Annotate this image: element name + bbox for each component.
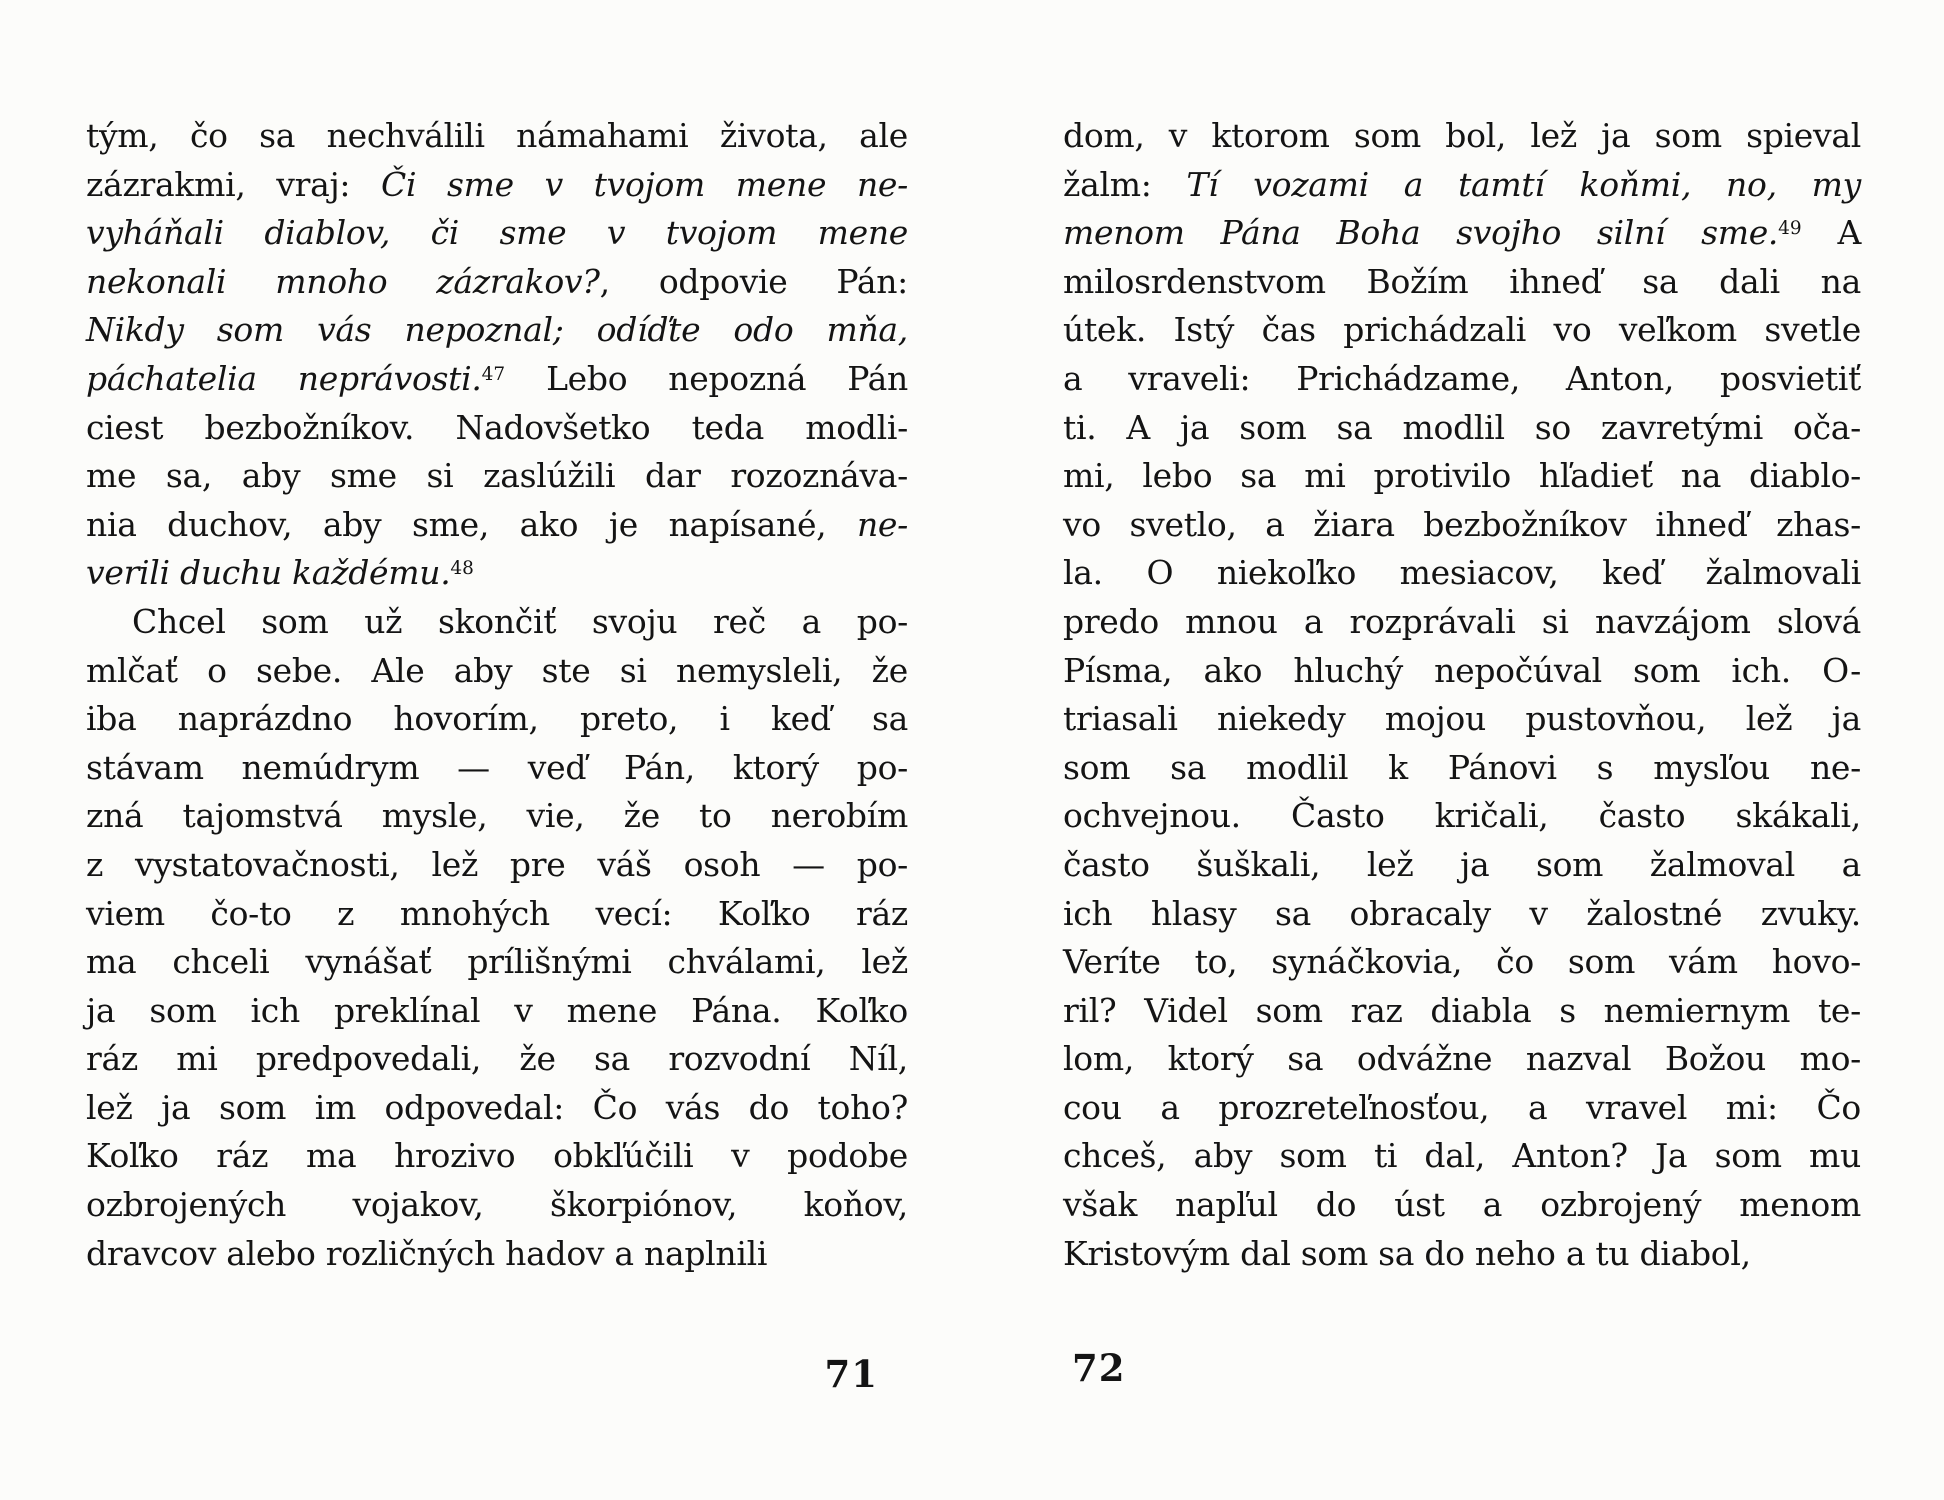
text-line [1063, 1132, 1861, 1181]
text-line [86, 452, 908, 501]
text-line [1063, 549, 1861, 598]
text-segment: mlčať o sebe. Ale aby ste si nemysleli, že [86, 650, 908, 690]
text-segment: útek. Istý čas prichádzali vo veľkom svetle [1063, 310, 1861, 350]
text-line [86, 647, 908, 696]
text-line [1063, 452, 1861, 501]
text-line [1063, 890, 1861, 939]
text-segment: predo mnou a rozprávali si navzájom slová [1063, 601, 1861, 641]
text-segment: tým, čo sa nechválili námahami života, ale [86, 116, 908, 155]
text-line [86, 1035, 908, 1084]
text-line [1063, 209, 1861, 258]
text-line [86, 841, 908, 890]
footnote-reference: 48 [450, 558, 474, 580]
text-segment: dravcov alebo rozličných hadov a naplnili [86, 1233, 768, 1273]
text-segment: ma chceli vynášať prílišnými chválami, lež [86, 942, 908, 982]
text-segment: ti. A ja som sa modlil so zavretými oča- [1063, 407, 1861, 447]
text-line [86, 744, 908, 793]
text-segment: som sa modlil k Pánovi s mysľou ne- [1063, 747, 1861, 787]
text-segment: však napľul do úst a ozbrojený menom [1063, 1185, 1861, 1225]
text-segment: Koľko ráz ma hrozivo obkľúčili v podobe [86, 1136, 908, 1176]
footnote-reference: 49 [1778, 218, 1802, 240]
text-segment: ráz mi predpovedali, že sa rozvodní Níl, [86, 1039, 908, 1079]
italic-text-segment: nekonali mnoho zázrakov? [86, 261, 600, 301]
text-line [1063, 258, 1861, 307]
text-line [86, 306, 908, 355]
italic-text-segment: Nikdy som vás nepoznal; odíďte odo mňa, [86, 310, 908, 350]
page-number-right: 72 [1072, 1346, 1126, 1390]
text-line [1063, 501, 1861, 550]
text-segment: me sa, aby sme si zaslúžili dar rozoznáva- [86, 456, 908, 496]
text-segment: dom, v ktorom som bol, lež ja som spieval [1063, 116, 1861, 155]
italic-text-segment: Či sme v tvojom mene ne- [381, 164, 908, 204]
text-line [1063, 792, 1861, 841]
text-line [86, 598, 908, 647]
text-segment: často šuškali, lež ja som žalmoval a [1063, 844, 1861, 884]
text-line [1063, 744, 1861, 793]
text-segment: stávam nemúdrym — veď Pán, ktorý po- [86, 747, 908, 787]
italic-text-segment: verili duchu každému. [86, 553, 451, 593]
text-segment: viem čo-to z mnohých vecí: Koľko ráz [86, 893, 908, 933]
text-segment: iba naprázdno hovorím, preto, i keď sa [86, 699, 908, 739]
text-segment: žalm: [1063, 164, 1187, 204]
text-segment: lom, ktorý sa odvážne nazval Božou mo- [1063, 1039, 1861, 1079]
text-segment: a vraveli: Prichádzame, Anton, posvietiť [1063, 358, 1861, 398]
text-line [1063, 1035, 1861, 1084]
text-line [86, 161, 908, 210]
text-line [1063, 1181, 1861, 1230]
text-segment: , odpovie Pán: [599, 261, 908, 301]
text-segment: lež ja som im odpovedal: Čo vás do toho? [86, 1087, 908, 1127]
text-segment: zázrakmi, vraj: [86, 164, 381, 204]
footnote-reference: 47 [481, 363, 506, 385]
text-segment: triasali niekedy mojou pustovňou, lež ja [1063, 699, 1861, 739]
text-segment: ich hlasy sa obracaly v žalostné zvuky. [1063, 893, 1861, 933]
text-line [86, 1132, 908, 1181]
text-segment: ja som ich preklínal v mene Pána. Koľko [86, 990, 908, 1030]
text-line [86, 355, 908, 404]
left-page-text-column [86, 112, 908, 1278]
text-segment: vo svetlo, a žiara bezbožníkov ihneď zhas- [1063, 504, 1861, 544]
text-segment: Písma, ako hluchý nepočúval som ich. O- [1063, 650, 1861, 690]
text-segment: Chcel som už skončiť svoju reč a po- [132, 601, 908, 641]
text-line [86, 1181, 908, 1230]
text-line [86, 549, 908, 598]
text-line [86, 938, 908, 987]
page-number-left: 71 [824, 1352, 878, 1396]
text-segment: la. O niekoľko mesiacov, keď žalmovali [1063, 553, 1861, 593]
text-line [86, 209, 908, 258]
text-line [86, 987, 908, 1036]
text-segment: nia duchov, aby sme, ako je napísané, [86, 504, 857, 544]
text-line [1063, 306, 1861, 355]
text-line [86, 404, 908, 453]
italic-text-segment: menom Pána Boha svojho silní sme. [1063, 213, 1779, 253]
italic-text-segment: ne- [856, 504, 908, 544]
text-segment: Veríte to, synáčkovia, čo som vám hovo- [1063, 942, 1861, 982]
right-page-text-column [1063, 112, 1861, 1278]
text-segment: Lebo nepozná Pán [505, 358, 909, 398]
text-segment: z vystatovačnosti, lež pre váš osoh — po- [86, 844, 908, 884]
text-line [1063, 647, 1861, 696]
text-line [1063, 695, 1861, 744]
text-line [1063, 841, 1861, 890]
text-line [1063, 598, 1861, 647]
text-line [86, 258, 908, 307]
text-segment: chceš, aby som ti dal, Anton? Ja som mu [1063, 1136, 1861, 1176]
text-line [86, 890, 908, 939]
text-line [86, 112, 908, 161]
text-line [86, 1084, 908, 1133]
italic-text-segment: vyháňali diablov, či sme v tvojom mene [86, 213, 908, 253]
text-line [86, 501, 908, 550]
text-segment: cou a prozreteľnosťou, a vravel mi: Čo [1063, 1087, 1861, 1127]
text-line [1063, 1230, 1861, 1279]
text-segment: ril? Videl som raz diabla s nemiernym te- [1063, 990, 1861, 1030]
text-segment: Kristovým dal som sa do neho a tu diabol, [1063, 1233, 1751, 1273]
text-segment: ozbrojených vojakov, škorpiónov, koňov, [86, 1185, 908, 1225]
text-line [86, 792, 908, 841]
text-line [1063, 355, 1861, 404]
text-line [1063, 112, 1861, 161]
text-segment: milosrdenstvom Božím ihneď sa dali na [1063, 261, 1861, 301]
text-line [86, 695, 908, 744]
text-line [1063, 404, 1861, 453]
text-segment: ciest bezbožníkov. Nadovšetko teda modli- [86, 407, 908, 447]
text-segment: zná tajomstvá mysle, vie, že to nerobím [86, 796, 908, 836]
text-segment: ochvejnou. Často kričali, často skákali, [1063, 796, 1861, 836]
italic-text-segment: páchatelia neprávosti. [86, 358, 482, 398]
text-line [86, 1230, 908, 1279]
italic-text-segment: Tí vozami a tamtí koňmi, no, my [1186, 164, 1861, 204]
text-segment: mi, lebo sa mi protivilo hľadieť na diablo- [1063, 456, 1861, 496]
text-line [1063, 1084, 1861, 1133]
text-line [1063, 161, 1861, 210]
text-line [1063, 987, 1861, 1036]
text-line [1063, 938, 1861, 987]
text-segment: A [1801, 213, 1861, 253]
